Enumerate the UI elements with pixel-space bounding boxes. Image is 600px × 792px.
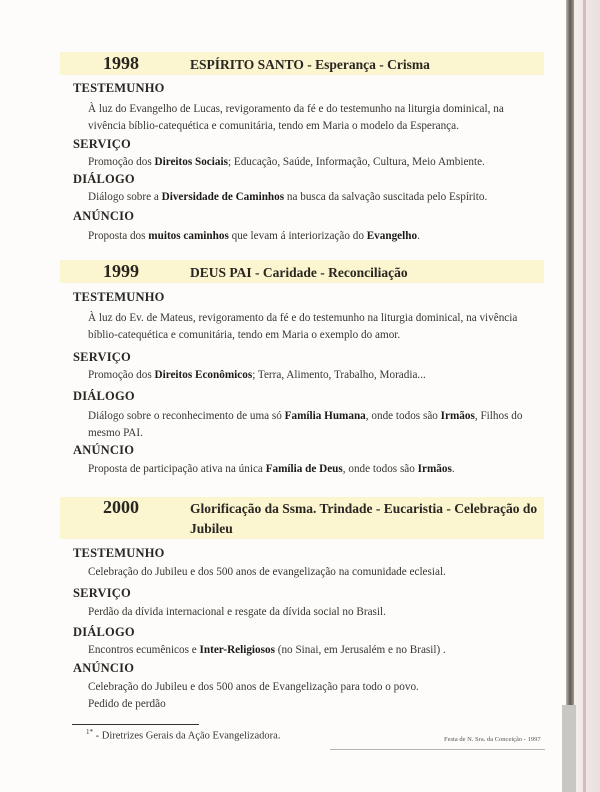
year-number: 2000 [103,497,139,517]
text-segment: Pedido de perdão [88,698,166,710]
text-segment: . [451,463,455,475]
page-edge [574,0,600,792]
section-label-servico: SERVIÇO [73,586,131,600]
emphasis-text: Família Humana [284,410,366,422]
text-segment: , onde todos são [342,463,418,475]
emphasis-text: Irmãos [417,463,452,475]
text-segment: que levam á interiorização do [228,230,367,242]
book-binding [566,0,574,792]
section-text-line [88,154,548,171]
section-text-line [88,310,548,327]
section-text-line [88,228,548,245]
section-label-dialogo: DIÁLOGO [73,625,135,639]
section-label-anuncio: ANÚNCIO [73,209,135,223]
section-label-testemunho: TESTEMUNHO [73,546,165,560]
section-label-testemunho: TESTEMUNHO [73,81,165,95]
section-text-line [88,604,548,621]
footnote-text: - Diretrizes Gerais da Ação Evangelizadora. [93,730,281,742]
text-segment: na busca da salvação suscitada pelo Espírito. [284,191,488,203]
text-segment: ; Terra, Alimento, Trabalho, Moradia... [252,369,426,381]
emphasis-text: Família de Deus [265,463,343,475]
text-segment: Perdão da dívida internacional e resgate da dívida social no Brasil. [88,606,386,618]
section-text-line [88,118,548,135]
text-segment: À luz do Evangelho de Lucas, revigoramento da fé e do testemunho na liturgia dominical, na [88,103,504,115]
footer-rule [330,749,545,750]
text-segment: vivência bíblio-catequética e comunitária, tendo em Maria o modelo da Esperança. [88,120,459,132]
text-segment: Promoção dos [88,156,155,168]
year-theme-title: Glorificação da Ssma. Trindade - Eucaristia - Celebração do Jubileu [190,501,538,536]
section-label-dialogo: DIÁLOGO [73,172,135,186]
section-text-line [88,189,548,206]
emphasis-text: Direitos Sociais [154,156,228,168]
section-text-line [88,679,548,696]
section-text-line [88,696,548,713]
year-theme-title: DEUS PAI - Caridade - Reconciliação [190,265,408,280]
text-segment: mesmo PAI. [88,427,143,439]
section-label-dialogo: DIÁLOGO [73,389,135,403]
text-segment: . [417,230,420,242]
text-segment: , Filhos do [474,410,523,422]
text-segment: Celebração do Jubileu e dos 500 anos de Evangelização para todo o povo. [88,681,419,693]
emphasis-text: Evangelho [366,230,418,242]
section-text-line [88,461,548,478]
section-label-anuncio: ANÚNCIO [73,443,135,457]
footnote-divider [72,724,199,725]
footnote [86,728,280,742]
page-footer: Festa de N. Sra. da Conceição - 1997 [444,736,541,743]
page-edge-stripe [583,0,586,792]
text-segment: Diálogo sobre a [88,191,162,203]
section-text-line [88,367,548,384]
emphasis-text: muitos caminhos [148,230,229,242]
section-text-line [88,642,548,659]
text-segment: , onde todos são [365,410,441,422]
emphasis-text: Irmãos [440,410,475,422]
year-theme-title: ESPÍRITO SANTO - Esperança - Crisma [190,57,430,72]
text-segment: ; Educação, Saúde, Informação, Cultura, Meio Ambiente. [227,156,485,168]
section-text-line [88,425,548,442]
section-text-line [88,327,548,344]
section-label-servico: SERVIÇO [73,137,131,151]
section-text-line [88,408,548,425]
emphasis-text: Direitos Econômicos [154,369,253,381]
text-segment: Proposta dos [88,230,149,242]
section-label-anuncio: ANÚNCIO [73,661,135,675]
text-segment: bíblio-catequética e comunitária, tendo em Maria o exemplo do amor. [88,329,401,341]
text-segment: Proposta de participação ativa na única [88,463,266,475]
year-number: 1999 [103,261,139,281]
text-segment: Encontros ecumênicos e [88,644,200,656]
emphasis-text: Inter-Religiosos [199,644,275,656]
section-text-line [88,101,548,118]
section-label-testemunho: TESTEMUNHO [73,290,165,304]
text-segment: Promoção dos [88,369,155,381]
text-segment: À luz do Ev. de Mateus, revigoramento da fé e do testemunho na liturgia dominical, na vivência [88,312,518,324]
text-segment: Diálogo sobre o reconhecimento de uma só [88,410,285,422]
footnote-marker: 1* [86,728,93,736]
page-tab [562,705,576,792]
text-segment: Celebração do Jubileu e dos 500 anos de evangelização na comunidade eclesial. [88,566,446,578]
section-text-line [88,564,548,581]
text-segment: (no Sinai, em Jerusalém e no Brasil) . [274,644,446,656]
year-number: 1998 [103,53,139,73]
section-label-servico: SERVIÇO [73,350,131,364]
emphasis-text: Diversidade de Caminhos [161,191,285,203]
